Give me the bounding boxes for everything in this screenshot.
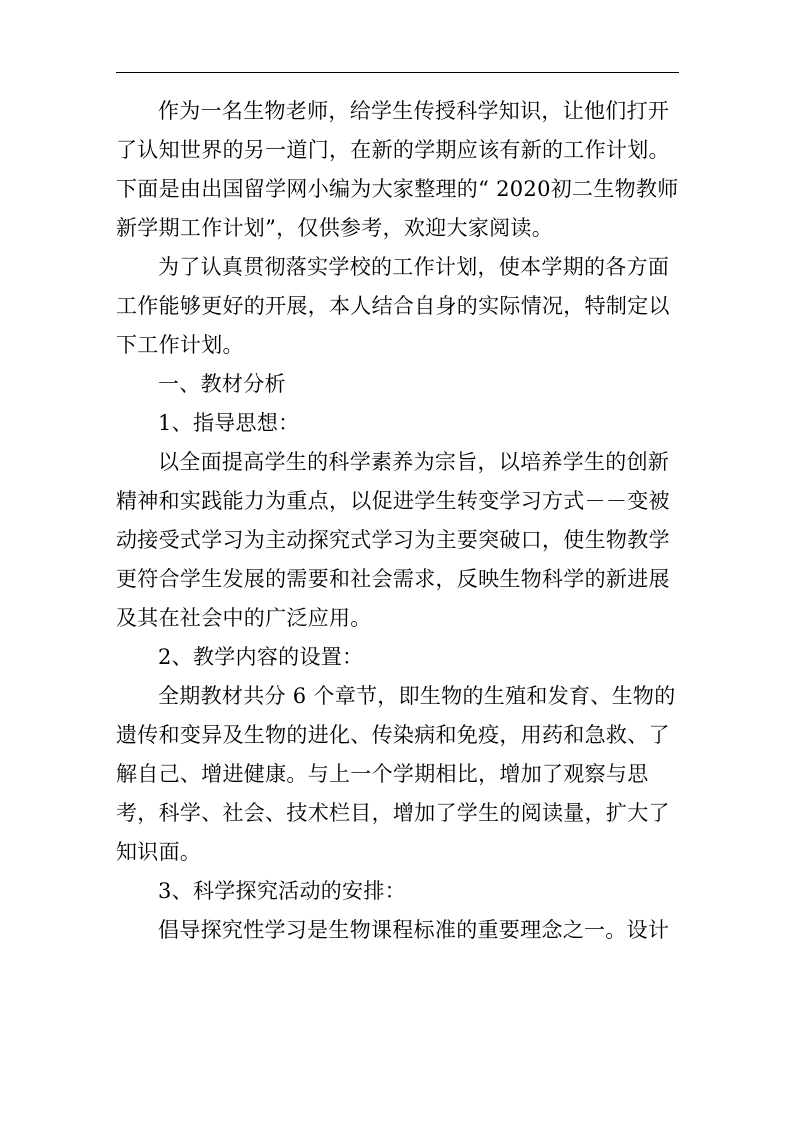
- inquiry-activities-paragraph: 倡导探究性学习是生物课程标准的重要理念之一。设计: [158, 918, 670, 942]
- purpose-paragraph: 为了认真贯彻落实学校的工作计划，使本学期的各方面工作能够更好的开展，本人结合自身的实际情况，特制定以下工作计划。: [116, 255, 670, 357]
- teaching-content-paragraph: 全期教材共分 6 个章节，即生物的生殖和发育、生物的遗传和变异及生物的进化、传染病和免疫，用药和急救、了解自己、增进健康。与上一个学期相比，增加了观察与思考，科学、社会、技术栏目，增加了学生的阅读量，扩大了知识面。: [116, 684, 676, 864]
- subheading-guiding-ideology: 1、指导思想：: [158, 411, 300, 435]
- section-heading-textbook-analysis: 一、教材分析: [158, 372, 286, 396]
- subheading-teaching-content: 2、教学内容的设置：: [158, 645, 364, 669]
- subheading-inquiry-activities: 3、科学探究活动的安排：: [158, 879, 406, 903]
- intro-paragraph: 作为一名生物老师，给学生传授科学知识，让他们打开了认知世界的另一道门，在新的学期应该有新的工作计划。下面是由出国留学网小编为大家整理的“ 2020初二生物教师新学期工作计划”，仅供参考，欢迎大家阅读。: [116, 99, 679, 240]
- guiding-ideology-paragraph: 以全面提高学生的科学素养为宗旨，以培养学生的创新精神和实践能力为重点，以促进学生转变学习方式－－变被动接受式学习为主动探究式学习为主要突破口，使生物教学更符合学生发展的需要和社会需求，反映生物科学的新进展及其在社会中的广泛应用。: [116, 450, 670, 630]
- document-body: [116, 92, 682, 950]
- header-rule: [116, 72, 679, 73]
